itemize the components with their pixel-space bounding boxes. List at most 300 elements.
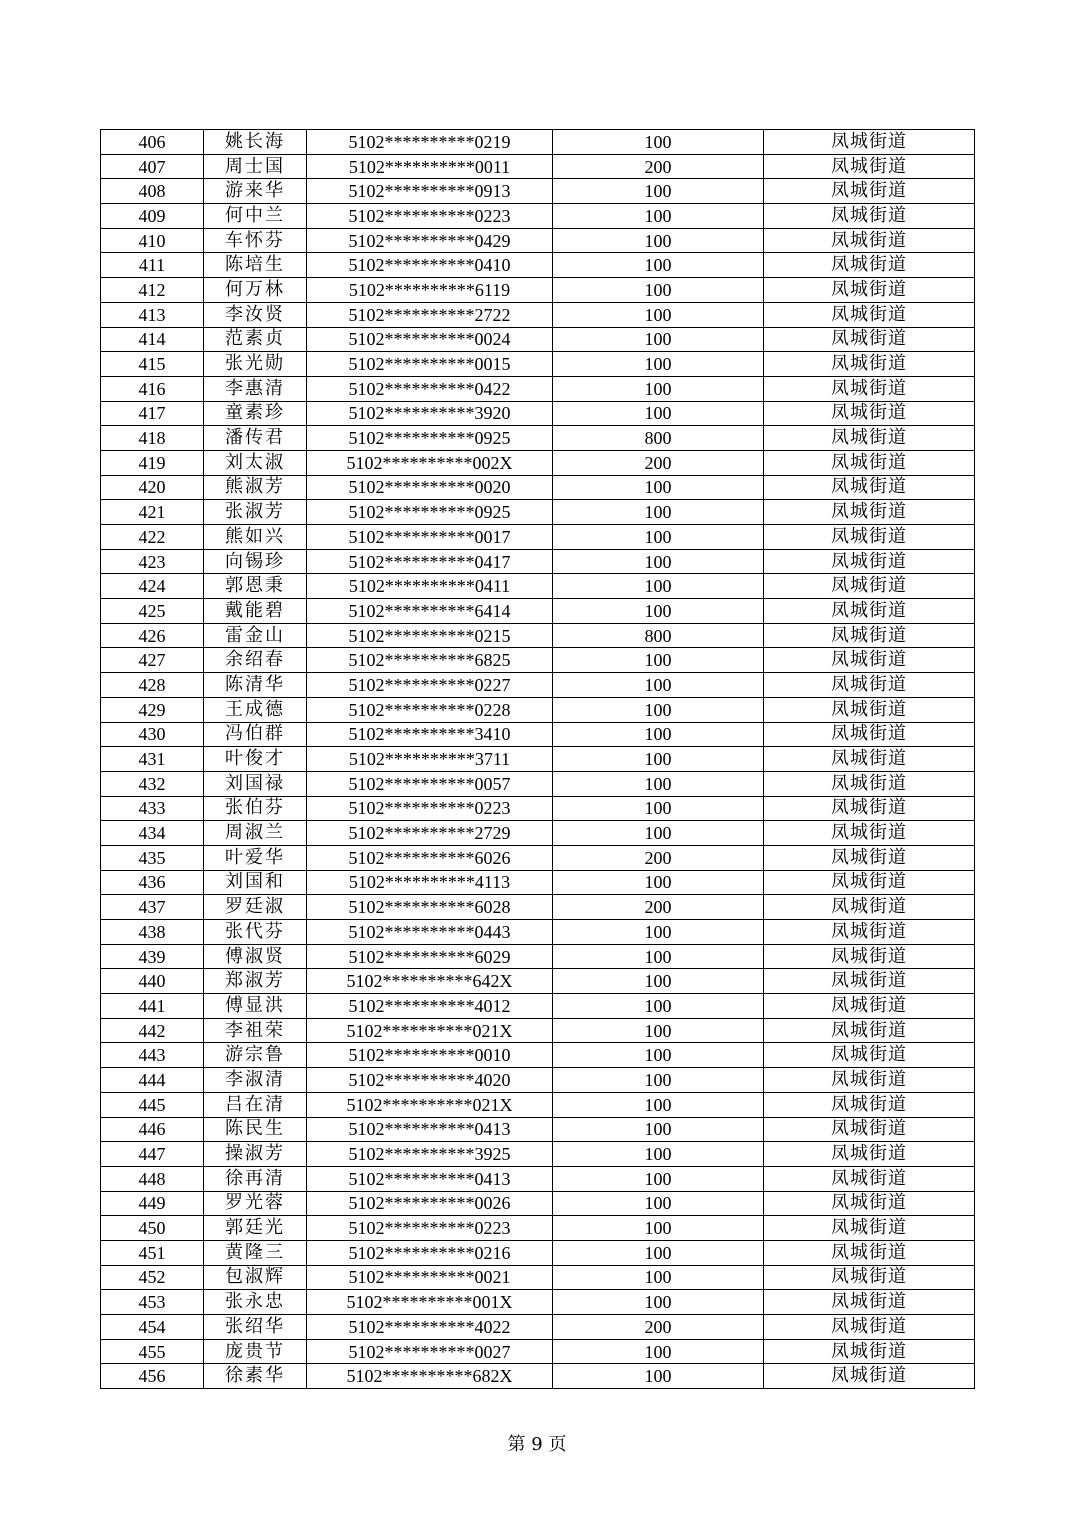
- name-cell: 王成德: [204, 697, 307, 722]
- id-number-cell: 5102**********0011: [307, 154, 553, 179]
- name-cell: 陈民生: [204, 1117, 307, 1142]
- street-cell: 凤城街道: [764, 450, 975, 475]
- name-cell: 刘国禄: [204, 771, 307, 796]
- street-cell: 凤城街道: [764, 1043, 975, 1068]
- row-number-cell: 434: [101, 821, 204, 846]
- id-number-cell: 5102**********6414: [307, 599, 553, 624]
- amount-cell: 100: [553, 722, 764, 747]
- name-cell: 姚长海: [204, 130, 307, 155]
- name-cell: 游来华: [204, 179, 307, 204]
- id-number-cell: 5102**********0017: [307, 525, 553, 550]
- row-number-cell: 412: [101, 278, 204, 303]
- row-number-cell: 429: [101, 697, 204, 722]
- amount-cell: 100: [553, 697, 764, 722]
- amount-cell: 100: [553, 500, 764, 525]
- name-cell: 庞贵节: [204, 1339, 307, 1364]
- street-cell: 凤城街道: [764, 1240, 975, 1265]
- row-number-cell: 411: [101, 253, 204, 278]
- amount-cell: 100: [553, 253, 764, 278]
- amount-cell: 100: [553, 1068, 764, 1093]
- street-cell: 凤城街道: [764, 771, 975, 796]
- row-number-cell: 430: [101, 722, 204, 747]
- name-cell: 郭恩秉: [204, 574, 307, 599]
- name-cell: 何万林: [204, 278, 307, 303]
- amount-cell: 100: [553, 599, 764, 624]
- amount-cell: 200: [553, 845, 764, 870]
- name-cell: 雷金山: [204, 623, 307, 648]
- street-cell: 凤城街道: [764, 549, 975, 574]
- name-cell: 徐素华: [204, 1364, 307, 1389]
- amount-cell: 100: [553, 130, 764, 155]
- street-cell: 凤城街道: [764, 599, 975, 624]
- name-cell: 李汝贤: [204, 302, 307, 327]
- name-cell: 罗光蓉: [204, 1191, 307, 1216]
- street-cell: 凤城街道: [764, 253, 975, 278]
- name-cell: 傅显洪: [204, 994, 307, 1019]
- name-cell: 陈培生: [204, 253, 307, 278]
- roster-table: [100, 129, 975, 1389]
- id-number-cell: 5102**********0021: [307, 1265, 553, 1290]
- id-number-cell: 5102**********4022: [307, 1315, 553, 1340]
- table-row: [101, 673, 975, 698]
- street-cell: 凤城街道: [764, 747, 975, 772]
- amount-cell: 100: [553, 1117, 764, 1142]
- row-number-cell: 426: [101, 623, 204, 648]
- id-number-cell: 5102**********0027: [307, 1339, 553, 1364]
- name-cell: 张淑芳: [204, 500, 307, 525]
- row-number-cell: 438: [101, 920, 204, 945]
- amount-cell: 100: [553, 352, 764, 377]
- row-number-cell: 431: [101, 747, 204, 772]
- row-number-cell: 439: [101, 944, 204, 969]
- table-row: [101, 920, 975, 945]
- row-number-cell: 432: [101, 771, 204, 796]
- name-cell: 刘国和: [204, 870, 307, 895]
- street-cell: 凤城街道: [764, 722, 975, 747]
- row-number-cell: 413: [101, 302, 204, 327]
- table-row: [101, 278, 975, 303]
- amount-cell: 100: [553, 376, 764, 401]
- table-row: [101, 302, 975, 327]
- amount-cell: 800: [553, 426, 764, 451]
- name-cell: 李祖荣: [204, 1018, 307, 1043]
- row-number-cell: 454: [101, 1315, 204, 1340]
- amount-cell: 100: [553, 228, 764, 253]
- row-number-cell: 456: [101, 1364, 204, 1389]
- table-row: [101, 1339, 975, 1364]
- amount-cell: 100: [553, 327, 764, 352]
- name-cell: 范素贞: [204, 327, 307, 352]
- name-cell: 车怀芬: [204, 228, 307, 253]
- row-number-cell: 415: [101, 352, 204, 377]
- street-cell: 凤城街道: [764, 673, 975, 698]
- table-row: [101, 525, 975, 550]
- amount-cell: 100: [553, 771, 764, 796]
- table-row: [101, 1240, 975, 1265]
- table-row: [101, 821, 975, 846]
- id-number-cell: 5102**********2722: [307, 302, 553, 327]
- table-row: [101, 500, 975, 525]
- table-row: [101, 1043, 975, 1068]
- row-number-cell: 424: [101, 574, 204, 599]
- street-cell: 凤城街道: [764, 920, 975, 945]
- table-row: [101, 648, 975, 673]
- table-row: [101, 599, 975, 624]
- amount-cell: 100: [553, 747, 764, 772]
- id-number-cell: 5102**********6029: [307, 944, 553, 969]
- row-number-cell: 420: [101, 475, 204, 500]
- street-cell: 凤城街道: [764, 228, 975, 253]
- amount-cell: 100: [553, 969, 764, 994]
- street-cell: 凤城街道: [764, 1265, 975, 1290]
- row-number-cell: 443: [101, 1043, 204, 1068]
- name-cell: 张光勋: [204, 352, 307, 377]
- name-cell: 潘传君: [204, 426, 307, 451]
- name-cell: 童素珍: [204, 401, 307, 426]
- id-number-cell: 5102**********021X: [307, 1018, 553, 1043]
- id-number-cell: 5102**********0429: [307, 228, 553, 253]
- row-number-cell: 452: [101, 1265, 204, 1290]
- name-cell: 操淑芳: [204, 1142, 307, 1167]
- name-cell: 张永忠: [204, 1290, 307, 1315]
- street-cell: 凤城街道: [764, 179, 975, 204]
- table-row: [101, 1142, 975, 1167]
- name-cell: 包淑辉: [204, 1265, 307, 1290]
- street-cell: 凤城街道: [764, 1315, 975, 1340]
- street-cell: 凤城街道: [764, 1364, 975, 1389]
- street-cell: 凤城街道: [764, 302, 975, 327]
- row-number-cell: 448: [101, 1166, 204, 1191]
- id-number-cell: 5102**********0026: [307, 1191, 553, 1216]
- row-number-cell: 423: [101, 549, 204, 574]
- id-number-cell: 5102**********002X: [307, 450, 553, 475]
- street-cell: 凤城街道: [764, 623, 975, 648]
- row-number-cell: 427: [101, 648, 204, 673]
- amount-cell: 200: [553, 154, 764, 179]
- street-cell: 凤城街道: [764, 500, 975, 525]
- table-row: [101, 574, 975, 599]
- table-row: [101, 870, 975, 895]
- amount-cell: 100: [553, 1265, 764, 1290]
- street-cell: 凤城街道: [764, 426, 975, 451]
- street-cell: 凤城街道: [764, 327, 975, 352]
- name-cell: 黄隆三: [204, 1240, 307, 1265]
- street-cell: 凤城街道: [764, 401, 975, 426]
- row-number-cell: 418: [101, 426, 204, 451]
- id-number-cell: 5102**********0925: [307, 426, 553, 451]
- id-number-cell: 5102**********0216: [307, 1240, 553, 1265]
- table-row: [101, 352, 975, 377]
- amount-cell: 100: [553, 1018, 764, 1043]
- amount-cell: 100: [553, 475, 764, 500]
- amount-cell: 100: [553, 673, 764, 698]
- amount-cell: 100: [553, 401, 764, 426]
- amount-cell: 100: [553, 1240, 764, 1265]
- amount-cell: 100: [553, 1364, 764, 1389]
- id-number-cell: 5102**********0925: [307, 500, 553, 525]
- name-cell: 张伯芬: [204, 796, 307, 821]
- id-number-cell: 5102**********021X: [307, 1092, 553, 1117]
- table-row: [101, 1191, 975, 1216]
- street-cell: 凤城街道: [764, 130, 975, 155]
- id-number-cell: 5102**********3925: [307, 1142, 553, 1167]
- id-number-cell: 5102**********642X: [307, 969, 553, 994]
- street-cell: 凤城街道: [764, 845, 975, 870]
- table-row: [101, 796, 975, 821]
- row-number-cell: 419: [101, 450, 204, 475]
- row-number-cell: 428: [101, 673, 204, 698]
- street-cell: 凤城街道: [764, 204, 975, 229]
- id-number-cell: 5102**********6119: [307, 278, 553, 303]
- amount-cell: 100: [553, 1142, 764, 1167]
- name-cell: 罗廷淑: [204, 895, 307, 920]
- amount-cell: 100: [553, 821, 764, 846]
- street-cell: 凤城街道: [764, 278, 975, 303]
- row-number-cell: 444: [101, 1068, 204, 1093]
- id-number-cell: 5102**********6028: [307, 895, 553, 920]
- table-row: [101, 771, 975, 796]
- name-cell: 郑淑芳: [204, 969, 307, 994]
- id-number-cell: 5102**********0024: [307, 327, 553, 352]
- page-number: 第 9 页: [507, 1434, 567, 1455]
- name-cell: 戴能碧: [204, 599, 307, 624]
- street-cell: 凤城街道: [764, 1216, 975, 1241]
- name-cell: 叶俊才: [204, 747, 307, 772]
- amount-cell: 100: [553, 549, 764, 574]
- row-number-cell: 449: [101, 1191, 204, 1216]
- table-row: [101, 1290, 975, 1315]
- street-cell: 凤城街道: [764, 895, 975, 920]
- table-row: [101, 401, 975, 426]
- row-number-cell: 407: [101, 154, 204, 179]
- name-cell: 何中兰: [204, 204, 307, 229]
- table-row: [101, 154, 975, 179]
- street-cell: 凤城街道: [764, 1191, 975, 1216]
- row-number-cell: 435: [101, 845, 204, 870]
- row-number-cell: 455: [101, 1339, 204, 1364]
- street-cell: 凤城街道: [764, 1142, 975, 1167]
- row-number-cell: 445: [101, 1092, 204, 1117]
- table-row: [101, 450, 975, 475]
- row-number-cell: 451: [101, 1240, 204, 1265]
- id-number-cell: 5102**********3410: [307, 722, 553, 747]
- id-number-cell: 5102**********0422: [307, 376, 553, 401]
- id-number-cell: 5102**********0443: [307, 920, 553, 945]
- id-number-cell: 5102**********0227: [307, 673, 553, 698]
- id-number-cell: 5102**********0223: [307, 796, 553, 821]
- id-number-cell: 5102**********4020: [307, 1068, 553, 1093]
- table-row: [101, 327, 975, 352]
- name-cell: 冯伯群: [204, 722, 307, 747]
- amount-cell: 200: [553, 450, 764, 475]
- name-cell: 余绍春: [204, 648, 307, 673]
- amount-cell: 100: [553, 920, 764, 945]
- table-row: [101, 475, 975, 500]
- table-row: [101, 944, 975, 969]
- table-row: [101, 1216, 975, 1241]
- table-row: [101, 1315, 975, 1340]
- id-number-cell: 5102**********0215: [307, 623, 553, 648]
- name-cell: 熊如兴: [204, 525, 307, 550]
- amount-cell: 100: [553, 648, 764, 673]
- amount-cell: 100: [553, 1166, 764, 1191]
- name-cell: 熊淑芳: [204, 475, 307, 500]
- street-cell: 凤城街道: [764, 648, 975, 673]
- name-cell: 郭廷光: [204, 1216, 307, 1241]
- table-row: [101, 697, 975, 722]
- amount-cell: 100: [553, 1290, 764, 1315]
- id-number-cell: 5102**********3920: [307, 401, 553, 426]
- name-cell: 吕在清: [204, 1092, 307, 1117]
- table-row: [101, 895, 975, 920]
- id-number-cell: 5102**********001X: [307, 1290, 553, 1315]
- table-row: [101, 1117, 975, 1142]
- amount-cell: 100: [553, 302, 764, 327]
- amount-cell: 100: [553, 278, 764, 303]
- name-cell: 傅淑贤: [204, 944, 307, 969]
- name-cell: 陈清华: [204, 673, 307, 698]
- table-row: [101, 747, 975, 772]
- row-number-cell: 453: [101, 1290, 204, 1315]
- table-row: [101, 1068, 975, 1093]
- amount-cell: 100: [553, 179, 764, 204]
- table-row: [101, 549, 975, 574]
- row-number-cell: 447: [101, 1142, 204, 1167]
- row-number-cell: 442: [101, 1018, 204, 1043]
- name-cell: 刘太淑: [204, 450, 307, 475]
- row-number-cell: 409: [101, 204, 204, 229]
- row-number-cell: 408: [101, 179, 204, 204]
- id-number-cell: 5102**********0411: [307, 574, 553, 599]
- amount-cell: 100: [553, 870, 764, 895]
- id-number-cell: 5102**********0223: [307, 204, 553, 229]
- table-row: [101, 376, 975, 401]
- table-row: [101, 1364, 975, 1389]
- id-number-cell: 5102**********0010: [307, 1043, 553, 1068]
- table-row: [101, 228, 975, 253]
- id-number-cell: 5102**********0223: [307, 1216, 553, 1241]
- amount-cell: 100: [553, 1191, 764, 1216]
- street-cell: 凤城街道: [764, 821, 975, 846]
- row-number-cell: 406: [101, 130, 204, 155]
- name-cell: 李淑清: [204, 1068, 307, 1093]
- amount-cell: 200: [553, 895, 764, 920]
- table-row: [101, 994, 975, 1019]
- row-number-cell: 410: [101, 228, 204, 253]
- id-number-cell: 5102**********0228: [307, 697, 553, 722]
- id-number-cell: 5102**********0413: [307, 1166, 553, 1191]
- row-number-cell: 417: [101, 401, 204, 426]
- id-number-cell: 5102**********0410: [307, 253, 553, 278]
- row-number-cell: 450: [101, 1216, 204, 1241]
- row-number-cell: 446: [101, 1117, 204, 1142]
- street-cell: 凤城街道: [764, 1290, 975, 1315]
- street-cell: 凤城街道: [764, 1018, 975, 1043]
- street-cell: 凤城街道: [764, 796, 975, 821]
- id-number-cell: 5102**********0020: [307, 475, 553, 500]
- amount-cell: 100: [553, 1043, 764, 1068]
- row-number-cell: 414: [101, 327, 204, 352]
- row-number-cell: 433: [101, 796, 204, 821]
- amount-cell: 200: [553, 1315, 764, 1340]
- id-number-cell: 5102**********6026: [307, 845, 553, 870]
- id-number-cell: 5102**********6825: [307, 648, 553, 673]
- id-number-cell: 5102**********2729: [307, 821, 553, 846]
- street-cell: 凤城街道: [764, 870, 975, 895]
- id-number-cell: 5102**********0219: [307, 130, 553, 155]
- amount-cell: 100: [553, 1216, 764, 1241]
- street-cell: 凤城街道: [764, 352, 975, 377]
- id-number-cell: 5102**********0913: [307, 179, 553, 204]
- name-cell: 游宗鲁: [204, 1043, 307, 1068]
- street-cell: 凤城街道: [764, 1166, 975, 1191]
- row-number-cell: 441: [101, 994, 204, 1019]
- row-number-cell: 436: [101, 870, 204, 895]
- street-cell: 凤城街道: [764, 697, 975, 722]
- street-cell: 凤城街道: [764, 475, 975, 500]
- name-cell: 周淑兰: [204, 821, 307, 846]
- amount-cell: 100: [553, 1339, 764, 1364]
- row-number-cell: 416: [101, 376, 204, 401]
- table-row: [101, 253, 975, 278]
- table-row: [101, 1018, 975, 1043]
- table-row: [101, 130, 975, 155]
- name-cell: 叶爱华: [204, 845, 307, 870]
- row-number-cell: 425: [101, 599, 204, 624]
- street-cell: 凤城街道: [764, 1339, 975, 1364]
- id-number-cell: 5102**********0057: [307, 771, 553, 796]
- id-number-cell: 5102**********682X: [307, 1364, 553, 1389]
- street-cell: 凤城街道: [764, 154, 975, 179]
- amount-cell: 100: [553, 994, 764, 1019]
- row-number-cell: 440: [101, 969, 204, 994]
- amount-cell: 100: [553, 204, 764, 229]
- amount-cell: 100: [553, 796, 764, 821]
- table-row: [101, 179, 975, 204]
- id-number-cell: 5102**********0417: [307, 549, 553, 574]
- street-cell: 凤城街道: [764, 574, 975, 599]
- street-cell: 凤城街道: [764, 1092, 975, 1117]
- name-cell: 李惠清: [204, 376, 307, 401]
- table-row: [101, 623, 975, 648]
- amount-cell: 100: [553, 944, 764, 969]
- id-number-cell: 5102**********4012: [307, 994, 553, 1019]
- street-cell: 凤城街道: [764, 994, 975, 1019]
- street-cell: 凤城街道: [764, 1117, 975, 1142]
- id-number-cell: 5102**********4113: [307, 870, 553, 895]
- table-row: [101, 845, 975, 870]
- id-number-cell: 5102**********0015: [307, 352, 553, 377]
- row-number-cell: 437: [101, 895, 204, 920]
- name-cell: 周士国: [204, 154, 307, 179]
- street-cell: 凤城街道: [764, 376, 975, 401]
- id-number-cell: 5102**********3711: [307, 747, 553, 772]
- name-cell: 徐再清: [204, 1166, 307, 1191]
- table-row: [101, 426, 975, 451]
- row-number-cell: 422: [101, 525, 204, 550]
- table-row: [101, 1166, 975, 1191]
- row-number-cell: 421: [101, 500, 204, 525]
- table-row: [101, 1092, 975, 1117]
- amount-cell: 100: [553, 574, 764, 599]
- name-cell: 张绍华: [204, 1315, 307, 1340]
- table-row: [101, 204, 975, 229]
- amount-cell: 800: [553, 623, 764, 648]
- amount-cell: 100: [553, 525, 764, 550]
- id-number-cell: 5102**********0413: [307, 1117, 553, 1142]
- table-row: [101, 969, 975, 994]
- name-cell: 张代芬: [204, 920, 307, 945]
